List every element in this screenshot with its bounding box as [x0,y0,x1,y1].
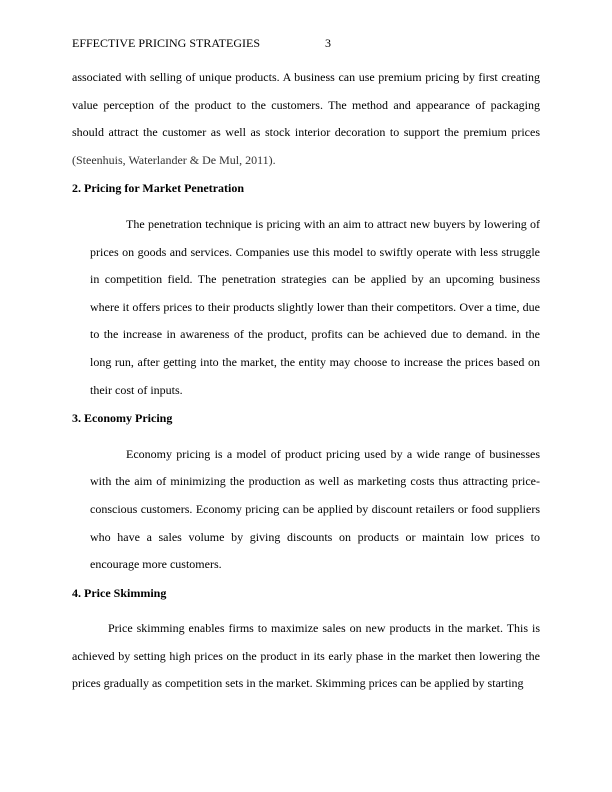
document-body [72,64,540,698]
section-block-penetration [72,211,540,404]
section-body-skimming: Price skimming enables firms to maximize sales on new products in the market. This is achieved by setting high prices on the product in its early phase in the market then lowering the prices gradually as competition sets in the market. Skimming prices can be applied by starting [72,621,540,691]
section-body-penetration: The penetration technique is pricing with an aim to attract new buyers by lowering of prices on goods and services. Companies use this model to swiftly operate with less struggle in competition field. The penetration strategies can be applied by an upcoming business where it offers prices to their products slightly lower than their competitors. Over a time, due to the increase in awareness of the product, profits can be achieved due to demand. in the long run, after getting into the market, the entity may choose to increase the prices based on their cost of inputs. [90,216,540,397]
page-number: 3 [325,36,331,50]
section-heading-penetration: 2. Pricing for Market Penetration [72,181,245,196]
section-heading-economy: 3. Economy Pricing [72,411,173,426]
intro-text: associated with selling of unique products. A business can use premium pricing by first creating value perception of the product to the customers. The method and appearance of packaging should attract the customer as well as stock interior decoration to support the premium prices [72,70,540,140]
intro-paragraph [72,64,540,174]
section-heading-skimming: 4. Price Skimming [72,585,167,600]
section-block-economy [72,441,540,579]
section-body-economy: Economy pricing is a model of product pricing used by a wide range of businesses with the aim of minimizing the production as well as marketing costs thus attracting price-conscious customers. Economy pricing can be applied by discount retailers or food suppliers who have a sales volume by giving discounts on products or maintain low prices to encourage more customers. [90,446,540,572]
intro-citation: (Steenhuis, Waterlander & De Mul, 2011). [72,152,276,167]
running-head: EFFECTIVE PRICING STRATEGIES [72,36,261,50]
